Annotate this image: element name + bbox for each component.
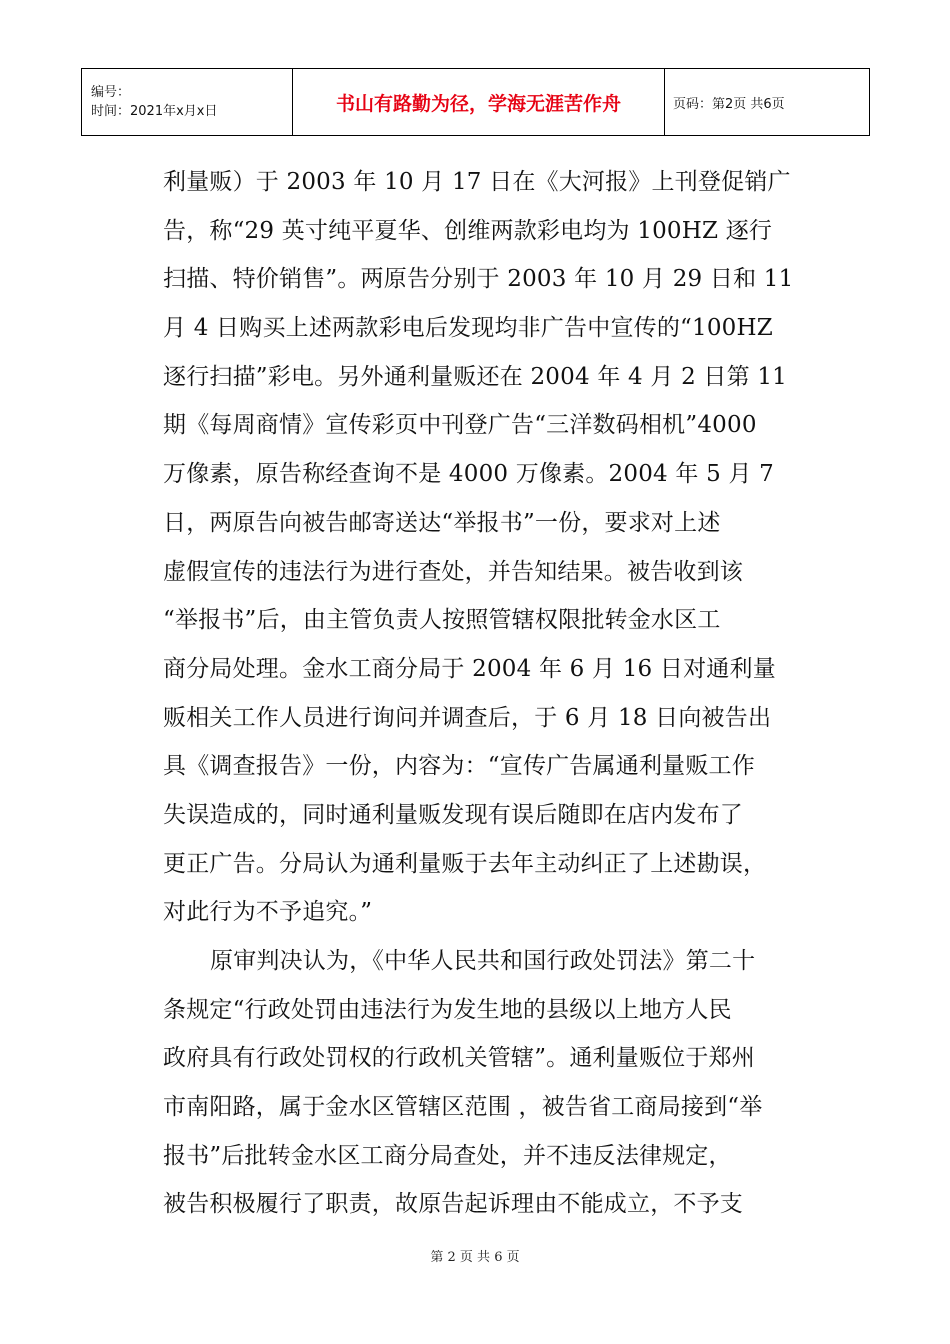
body-line: 告，称“29 英寸纯平夏华、创维两款彩电均为 100HZ 逐行	[163, 217, 773, 244]
body-line: 失误造成的，同时通利量贩发现有误后随即在店内发布了	[163, 801, 743, 828]
motto-text: 书山有路勤为径，学海无涯苦作舟	[335, 92, 621, 115]
body-line: 利量贩）于 2003 年 10 月 17 日在《大河报》上刊登促销广	[163, 169, 791, 195]
body-line: 更正广告。分局认为通利量贩于去年主动纠正了上述勘误，	[163, 850, 767, 877]
body-line: 被告积极履行了职责，故原告起诉理由不能成立，不予支	[163, 1191, 743, 1218]
motto-cell	[293, 69, 665, 136]
body-line: 月 4 日购买上述两款彩电后发现均非广告中宣传的“100HZ	[163, 315, 773, 342]
document-header	[81, 68, 870, 136]
body-line: 虚假宣传的违法行为进行查处，并告知结果。被告收到该	[163, 558, 743, 585]
body-line: 报书”后批转金水区工商分局查处，并不违反法律规定，	[163, 1142, 732, 1169]
document-body	[163, 158, 803, 1229]
page-footer	[0, 1246, 950, 1265]
header-meta-cell	[82, 69, 293, 136]
body-line: 日，两原告向被告邮寄送达“举报书”一份，要求对上述	[163, 509, 721, 536]
body-line: 具《调查报告》一份，内容为：“宣传广告属通利量贩工作	[163, 753, 755, 780]
body-line: 市南阳路，属于金水区管辖区范围 ，被告省工商局接到“举	[163, 1094, 763, 1121]
page-info-cell	[665, 69, 870, 136]
body-line: 扫描、特价销售”。两原告分别于 2003 年 10 月 29 日和 11	[163, 266, 794, 293]
time-label: 时间：2021年x月x日	[91, 104, 218, 119]
body-line: 期《每周商情》宣传彩页中刊登广告“三洋数码相机”4000	[163, 412, 757, 439]
body-line: 政府具有行政处罚权的行政机关管辖”。通利量贩位于郑州	[163, 1045, 755, 1072]
footer-page-number: 第 2 页 共 6 页	[430, 1250, 520, 1265]
page-label: 页码：第2页 共6页	[673, 96, 785, 112]
body-line: 万像素，原告称经查询不是 4000 万像素。2004 年 5 月 7	[163, 461, 774, 488]
number-label: 编号：	[91, 85, 131, 100]
body-line: 贩相关工作人员进行询问并调查后，于 6 月 18 日向被告出	[163, 704, 772, 731]
body-line: 逐行扫描”彩电。另外通利量贩还在 2004 年 4 月 2 日第 11	[163, 363, 788, 390]
paragraph-start-line: 原审判决认为，《中华人民共和国行政处罚法》第二十	[210, 948, 756, 974]
body-line: “举报书”后，由主管负责人按照管辖权限批转金水区工	[163, 607, 721, 634]
body-line: 对此行为不予追究。”	[163, 899, 373, 926]
body-line: 商分局处理。金水工商分局于 2004 年 6 月 16 日对通利量	[163, 655, 776, 682]
body-line: 条规定“行政处罚由违法行为发生地的县级以上地方人民	[163, 996, 732, 1023]
